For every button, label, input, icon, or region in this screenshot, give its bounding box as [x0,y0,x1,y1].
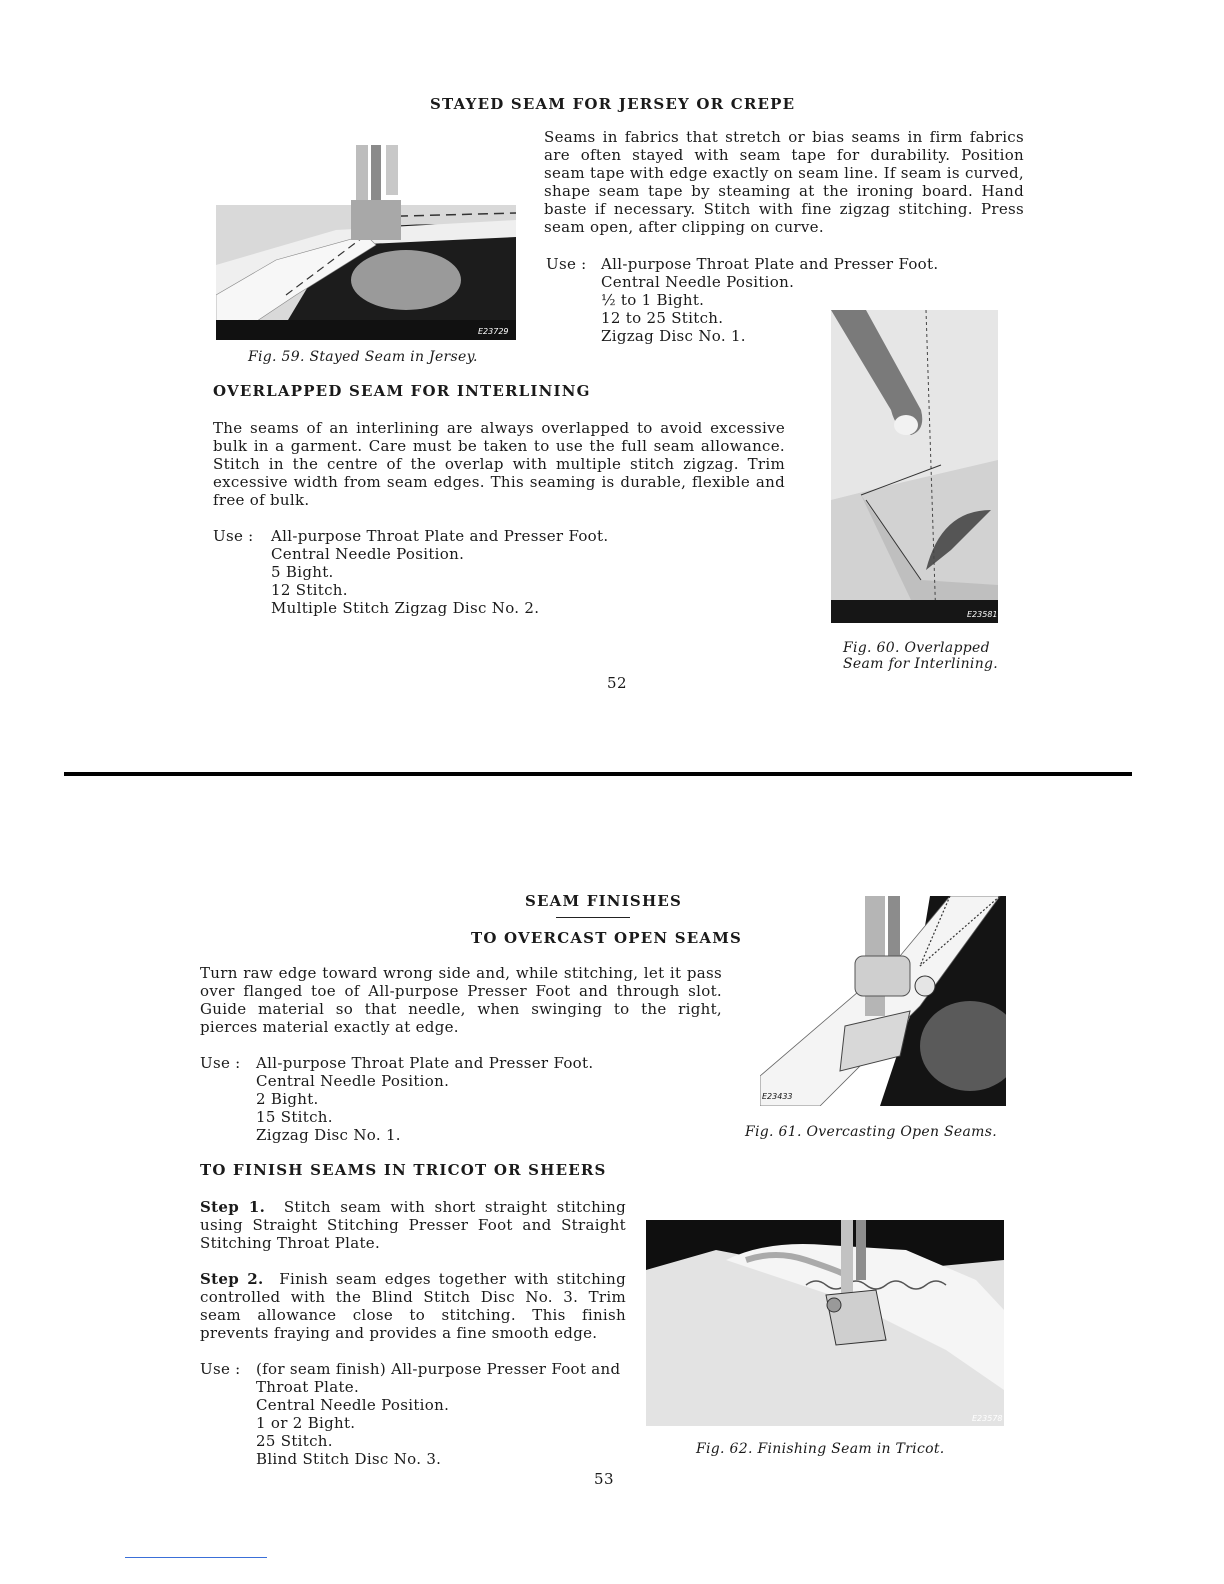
step1-label: Step 1. [200,1198,266,1216]
use-label: Use : [200,1054,241,1072]
overcast-heading: TO OVERCAST OPEN SEAMS [471,929,743,947]
overcast-use-block [200,1054,620,1146]
stayed-seam-heading: STAYED SEAM FOR JERSEY OR CREPE [430,95,796,113]
fig60-code: E23581 [967,610,998,619]
use-line: All-purpose Throat Plate and Presser Foot. [271,527,609,545]
use-line: Blind Stitch Disc No. 3. [256,1450,442,1468]
fig62-photo [646,1220,1004,1426]
use-line: Multiple Stitch Zigzag Disc No. 2. [271,599,540,617]
fig61-photo [760,896,1006,1106]
fig59-illustration [216,145,516,340]
use-label: Use : [546,255,587,273]
fig59-photo [216,145,516,340]
use-line: 25 Stitch. [256,1432,333,1450]
fig62-illustration [646,1220,1004,1426]
fig61-caption: Fig. 61. Overcasting Open Seams. [745,1124,997,1140]
tricot-use-block [200,1360,630,1470]
use-line: Zigzag Disc No. 1. [256,1126,401,1144]
fig62-caption: Fig. 62. Finishing Seam in Tricot. [696,1441,945,1457]
use-line: ½ to 1 Bight. [601,291,705,309]
page-divider [64,772,1132,776]
tricot-heading: TO FINISH SEAMS IN TRICOT OR SHEERS [200,1161,607,1179]
fig60-photo [831,310,998,623]
use-line: 5 Bight. [271,563,334,581]
overlapped-seam-heading: OVERLAPPED SEAM FOR INTERLINING [213,382,591,400]
use-label: Use : [200,1360,241,1378]
fig60-illustration [831,310,998,623]
footer-rule [125,1557,267,1558]
use-line: 12 to 25 Stitch. [601,309,724,327]
page-number-53: 53 [594,1470,615,1488]
page-number-52: 52 [607,674,628,692]
step2-text: Finish seam edges together with stitching controlled with the Blind Stitch Disc No. 3. Trim seam allowance close to stitching. This finish prevents fraying and provides a fine smooth edge. [200,1270,626,1342]
fig59-code: E23729 [478,327,509,336]
fig59-caption: Fig. 59. Stayed Seam in Jersey. [248,349,478,365]
fig62-code: E23578 [972,1414,1003,1423]
use-line: Zigzag Disc No. 1. [601,327,746,345]
use-line: Central Needle Position. [256,1072,450,1090]
use-line: 1 or 2 Bight. [256,1414,356,1432]
fig60-caption-line1: Fig. 60. Overlapped [843,640,990,656]
stayed-seam-paragraph: Seams in fabrics that stretch or bias seams in firm fabrics are often stayed with seam tape for durability. Position seam tape with edge exactly on seam line. If seam is curved, shape seam tape by steaming at the ironing board. Hand baste if necessary. Stitch with fine zigzag stitching. Press seam open, after clipping on curve. [544,128,1024,236]
use-line: Central Needle Position. [271,545,465,563]
use-line: 12 Stitch. [271,581,348,599]
step1-text: Stitch seam with short straight stitching using Straight Stitching Presser Foot and Straight Stitching Throat Plate. [200,1198,626,1252]
use-line: Throat Plate. [256,1378,360,1396]
step2-label: Step 2. [200,1270,264,1288]
overcast-paragraph: Turn raw edge toward wrong side and, while stitching, let it pass over flanged toe of All-purpose Presser Foot and through slot. Guide material so that needle, when swinging to the right, pierces material exactly at edge. [200,964,722,1036]
step2-paragraph [200,1270,626,1342]
use-line: All-purpose Throat Plate and Presser Foot. [601,255,939,273]
step1-paragraph [200,1198,626,1252]
overlapped-seam-use-block [213,527,653,619]
use-line: (for seam finish) All-purpose Presser Foot and [256,1360,621,1378]
seam-finishes-heading: SEAM FINISHES [525,892,682,910]
use-label: Use : [213,527,254,545]
overlapped-seam-paragraph: The seams of an interlining are always overlapped to avoid excessive bulk in a garment. Care must be taken to use the full seam allowance. Stitch in the centre of the overlap with multiple stitch zigzag. Trim excessive width from seam edges. This seaming is durable, flexible and free of bulk. [213,419,785,509]
heading-rule [556,917,630,918]
use-line: Central Needle Position. [256,1396,450,1414]
use-line: Central Needle Position. [601,273,795,291]
fig61-illustration [760,896,1006,1106]
fig60-caption-line2: Seam for Interlining. [843,656,999,672]
use-line: 15 Stitch. [256,1108,333,1126]
use-line: All-purpose Throat Plate and Presser Foot. [256,1054,594,1072]
use-line: 2 Bight. [256,1090,319,1108]
fig61-code: E23433 [762,1092,793,1101]
